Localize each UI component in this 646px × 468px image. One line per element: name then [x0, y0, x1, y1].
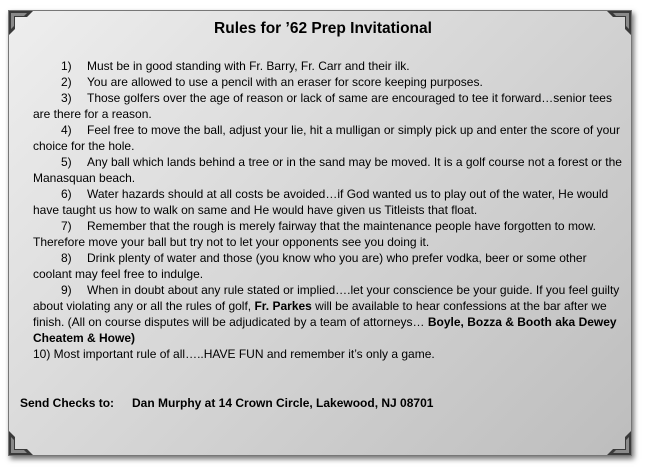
rule-item: [33, 90, 625, 122]
rule-text: Remember that the rough is merely fairway that the maintenance people have forgotten to mow. Therefore move your ball but try not to let your opponents see you doing it.: [33, 219, 596, 249]
rule-text: will be available to hear confessions at the bar after we finish. (All on course disputes will be adjudicated by a team of attorneys…: [33, 299, 607, 329]
send-checks-line: [20, 396, 433, 410]
rule-item: [33, 282, 625, 346]
rule-number: 2): [61, 75, 72, 89]
send-checks-label: Send Checks to:: [20, 396, 115, 410]
corner-bracket-icon: [9, 431, 33, 455]
rule-item: [33, 58, 625, 74]
rule-item: [33, 186, 625, 218]
page-title: Rules for ’62 Prep Invitational: [214, 20, 432, 37]
rule-bold-firm: Boyle, Bozza & Booth aka Dewey Cheatem & Howe): [33, 315, 617, 345]
rule-item: [33, 154, 625, 186]
rule-number: 3): [61, 91, 72, 105]
rule-number: 9): [61, 283, 72, 297]
rule-number: 7): [61, 219, 72, 233]
rule-number: 6): [61, 187, 72, 201]
rule-item: [33, 250, 625, 282]
rule-item: [33, 218, 625, 250]
rule-number: 4): [61, 123, 72, 137]
rule-item: [33, 74, 625, 90]
rules-list: [33, 58, 625, 362]
rule-number: 8): [61, 251, 72, 265]
send-checks-address: Dan Murphy at 14 Crown Circle, Lakewood, NJ 08701: [132, 396, 434, 410]
rule-text: 10) Most important rule of all…..HAVE FUN and remember it’s only a game.: [33, 347, 435, 361]
rule-text: Drink plenty of water and those (you know who you are) who prefer vodka, beer or some other coolant may feel free to indulge.: [33, 251, 587, 281]
rule-item: [33, 346, 625, 362]
rule-text: When in doubt about any rule stated or implied….let your conscience be your guide. If you feel guilty about violating any or all the rules of golf,: [33, 283, 620, 313]
rule-number: 5): [61, 155, 72, 169]
corner-bracket-icon: [607, 431, 631, 455]
rule-bold-name: Fr. Parkes: [254, 299, 312, 313]
rule-text: Those golfers over the age of reason or lack of same are encouraged to tee it forward…senior tees are there for a reason.: [33, 91, 612, 121]
rule-text: You are allowed to use a pencil with an eraser for score keeping purposes.: [87, 75, 483, 89]
rule-text: Feel free to move the ball, adjust your lie, hit a mulligan or simply pick up and enter the score of your choice for the hole.: [33, 123, 620, 153]
rule-text: Must be in good standing with Fr. Barry, Fr. Carr and their ilk.: [87, 59, 410, 73]
rule-text: Any ball which lands behind a tree or in the sand may be moved. It is a golf course not a forest or the Manasquan beach.: [33, 155, 622, 185]
rule-item: [33, 122, 625, 154]
rule-number: 1): [61, 59, 72, 73]
rule-text: Water hazards should at all costs be avoided…if God wanted us to play out of the water, He would have taught us how to walk on same and He would have given us Titleists that float.: [33, 187, 609, 217]
